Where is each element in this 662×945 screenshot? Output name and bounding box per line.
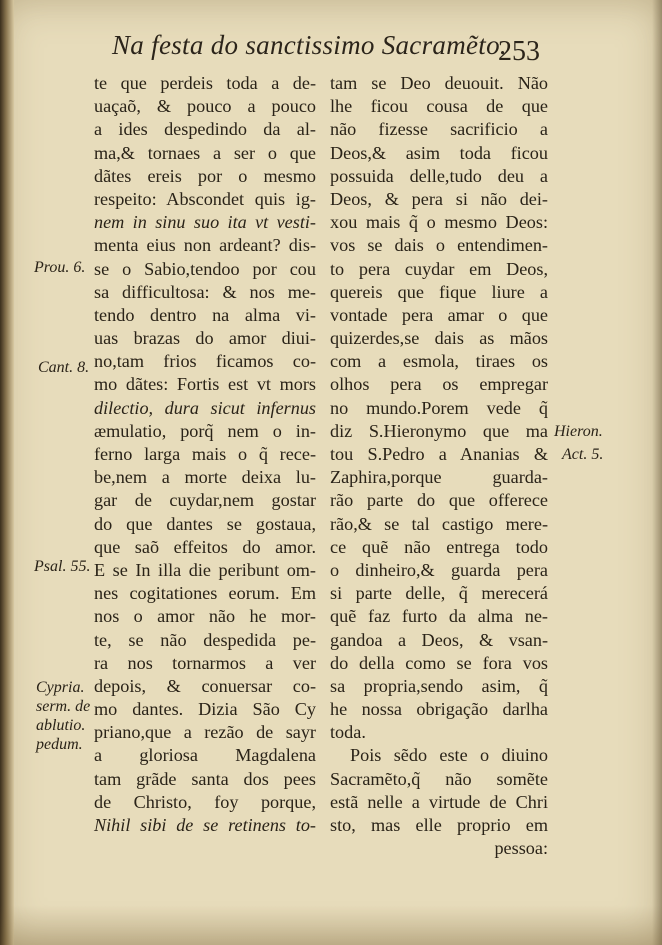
text-column-left — [94, 72, 316, 837]
text-line: rão parte do que offerece — [330, 490, 548, 511]
text-line: æmulatio, porq̃ nem o in- — [94, 420, 316, 441]
text-line: vos se dais o entendimen- — [330, 235, 548, 256]
text-line: uaçaõ, & pouco a pouco — [94, 96, 316, 117]
text-line: tam se Deo deuouit. Não — [330, 73, 548, 93]
text-line: E se In illa die peribunt om- — [94, 559, 316, 580]
text-line: no,tam frios ficamos co- — [94, 351, 316, 372]
text-line: uas brazas do amor diui- — [94, 328, 316, 349]
text-line: olhos pera os empregar — [330, 374, 548, 395]
margin-note-cypria-4: pedum. — [36, 736, 83, 753]
text-line: Deos,& asim toda ficou — [330, 142, 548, 163]
text-line: tou S.Pedro a Ananias & — [330, 444, 548, 464]
text-line: nem in sinu suo ita vt vesti- — [94, 212, 316, 233]
text-line: não fizesse sacrificio a — [330, 119, 548, 140]
text-line: toda. — [330, 722, 366, 743]
text-line: Pois sẽdo este o diuino — [350, 745, 548, 766]
text-line: dilectio, dura sicut infernus — [94, 397, 316, 418]
text-line: do que dantes se gostaua, — [94, 513, 316, 534]
text-line: mo dãtes: Fortis est vt mors — [94, 374, 316, 395]
text-line: o dinheiro,& guarda pera — [330, 559, 548, 580]
text-line: quẽ faz furto da alma ne- — [330, 606, 548, 627]
text-line: possuida delle,tudo deu a — [330, 165, 548, 186]
margin-note-psal: Psal. 55. — [34, 558, 91, 575]
text-line: de Christo, foy porque, — [94, 791, 316, 812]
text-line: que saõ effeitos do amor. — [94, 536, 316, 557]
text-line: lhe ficou cousa de que — [330, 96, 548, 117]
margin-note-prou: Prou. 6. — [34, 259, 86, 276]
text-line: nes cogitationes eorum. Em — [94, 583, 316, 604]
text-line: com a esmola, tiraes os — [330, 351, 548, 372]
text-line: vontade pera amar o que — [330, 304, 548, 325]
text-line: he nossa obrigação darlha — [330, 699, 548, 720]
text-line: te, se não despedida pe- — [94, 629, 316, 650]
text-line: te que perdeis toda a de- — [94, 73, 316, 93]
text-line: Sacramẽto,q̃ não somẽte — [330, 768, 548, 789]
margin-note-cypria-3: ablutio. — [36, 717, 86, 734]
margin-note-hieron-2: Act. 5. — [562, 446, 604, 463]
text-line: dãtes ereis por o mesmo — [94, 165, 316, 186]
margin-note-cypria-2: serm. de — [36, 698, 91, 715]
text-line: diz S.Hieronymo que ma — [330, 420, 548, 441]
text-line: gar de cuydar,nem gostar — [94, 490, 316, 511]
text-line: a gloriosa Magdalena — [94, 745, 316, 766]
text-line: sa difficultosa: & nos me- — [94, 281, 316, 302]
text-line: tam grãde santa dos pees — [94, 768, 316, 789]
text-line: se o Sabio,tendoo por cou — [94, 258, 316, 279]
text-line: no mundo.Porem vede q̃ — [330, 397, 548, 418]
text-line: Deos, & pera si não dei- — [330, 188, 548, 209]
text-column-right — [330, 72, 548, 860]
text-line: menta eius non ardeant? dis- — [94, 235, 316, 256]
margin-note-cant: Cant. 8. — [38, 359, 90, 376]
text-line: rão,& se tal castigo mere- — [330, 513, 548, 534]
text-line: respeito: Abscondet quis ig- — [94, 188, 316, 209]
running-header: Na festa do sanctissimo Sacramẽto. — [112, 30, 507, 60]
text-line: quereis que fique liure a — [330, 281, 548, 302]
text-line: ra nos tornarmos a ver — [94, 652, 316, 673]
page-right-edge — [652, 0, 662, 945]
text-line: gandoa a Deos, & vsan- — [330, 629, 548, 650]
text-line: ma,& tornaes a ser o que — [94, 142, 316, 163]
text-line: priano,que a rezão de sayr — [94, 722, 316, 743]
text-line: sto, mas elle proprio em — [330, 815, 548, 835]
text-line: nos o amor não he mor- — [94, 606, 316, 627]
text-line: pessoa: — [494, 838, 548, 859]
margin-note-hieron-1: Hieron. — [554, 423, 603, 440]
text-line: be,nem a morte deixa lu- — [94, 467, 316, 488]
text-line: depois, & conuersar co- — [94, 675, 316, 696]
text-line: to pera cuydar em Deos, — [330, 258, 548, 279]
text-line: tendo dentro na alma vi- — [94, 304, 316, 325]
page-bottom-shade — [0, 905, 662, 945]
text-line: ferno larga mais o q̃ rece- — [94, 444, 316, 464]
text-line: si parte delle, q̃ merecerá — [330, 583, 548, 604]
text-line: sa propria,sendo asim, q̃ — [330, 675, 548, 696]
text-line: estã nelle a virtude de Chri — [330, 791, 548, 812]
text-line: ce quẽ não entrega todo — [330, 536, 548, 557]
text-line: quizerdes,se dais as mãos — [330, 328, 548, 349]
page-number: 253 — [498, 36, 540, 67]
text-line: mo dantes. Dizia São Cy — [94, 699, 316, 720]
text-line: a ides despedindo da al- — [94, 119, 316, 140]
margin-note-cypria-1: Cypria. — [36, 679, 85, 696]
text-line: Zaphira,porque guarda- — [330, 467, 548, 488]
text-line: do della como se fora vos — [330, 652, 548, 673]
page-binding-edge — [0, 0, 14, 945]
text-line: xou mais q̃ o mesmo Deos: — [330, 212, 548, 233]
text-line: Nihil sibi de se retinens to- — [94, 815, 316, 835]
